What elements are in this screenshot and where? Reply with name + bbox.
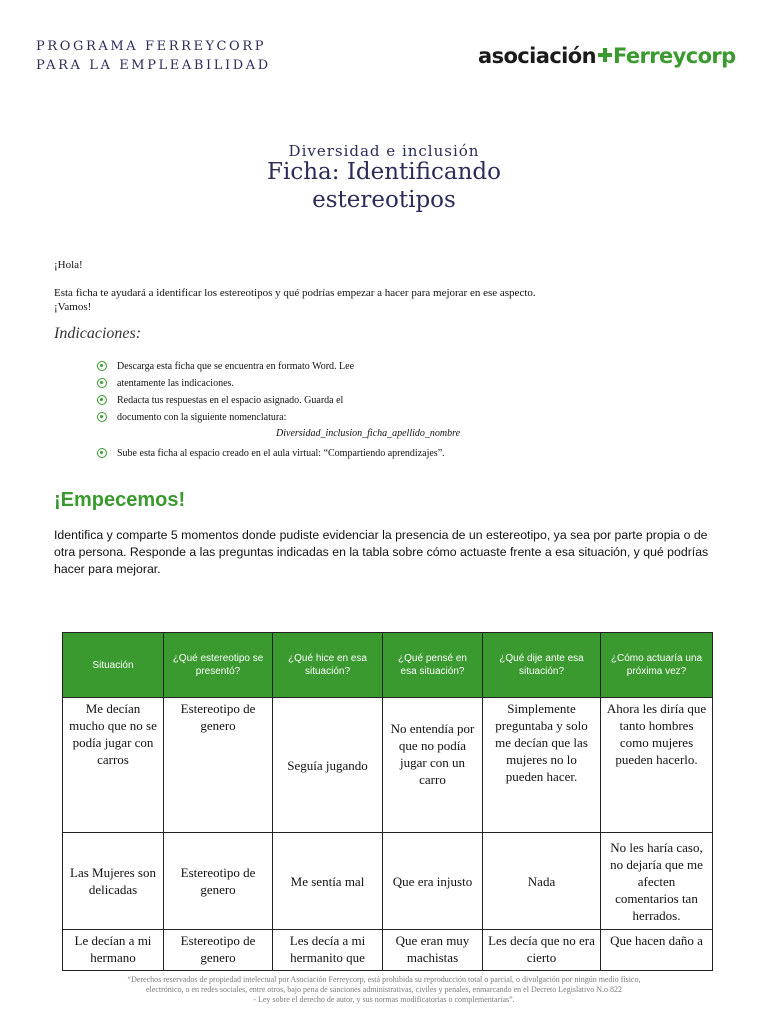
column-header: ¿Cómo actuaría una próxima vez? [601, 633, 713, 698]
section-heading: ¡Empecemos! [54, 489, 186, 511]
table-cell[interactable]: Estereotipo de genero [164, 833, 273, 930]
program-header [36, 37, 271, 75]
section-intro: Identifica y comparte 5 momentos donde pudiste evidenciar la presencia de un estereotipo, ya sea por parte propia o de otra persona. Responde a las preguntas indicadas en la tabla sobre cómo actuaste frente a esa situación, y qué podrías hacer para mejorar. [54, 528, 709, 576]
table-row [63, 833, 713, 930]
column-header: ¿Qué dije ante esa situación? [483, 633, 601, 698]
table-cell[interactable]: Que hacen daño a [601, 930, 713, 971]
table-cell[interactable]: Me sentía mal [273, 833, 383, 930]
table-cell[interactable]: Ahora les diría que tanto hombres como mujeres pueden hacerlo. [601, 698, 713, 833]
table-cell[interactable]: Las Mujeres son delicadas [63, 833, 164, 930]
table-cell[interactable]: Simplemente preguntaba y solo me decían que las mujeres no lo pueden hacer. [483, 698, 601, 833]
table-cell[interactable]: Que era injusto [383, 833, 483, 930]
column-header: ¿Qué hice en esa situación? [273, 633, 383, 698]
table-cell[interactable]: Le decían a mi hermano [63, 930, 164, 971]
bullet-icon [97, 395, 107, 405]
logo-cross-icon [598, 48, 612, 62]
bullet-text: Descarga esta ficha que se encuentra en formato Word. Lee [117, 361, 355, 372]
table-cell[interactable]: Me decían mucho que no se podía jugar con carros [63, 698, 164, 833]
bullet-item [97, 358, 354, 375]
program-line-1: PROGRAMA FERREYCORP [36, 39, 267, 54]
table-row [63, 698, 713, 833]
table-cell[interactable]: Estereotipo de genero [164, 930, 273, 971]
intro-line-2: ¡Vamos! [54, 301, 92, 313]
footer-line-2: electrónico, o en redes sociales, entre otros, bajo pena de sanciones administrativas, civiles y penales, enmarcando en el Decreto Legislativo N.o 822 [145, 985, 623, 994]
stereotypes-table [62, 632, 713, 971]
footer-line-3: - Ley sobre el derecho de autor, y sus normas modificatorias o complementarias”. [253, 995, 515, 1004]
bullet-item [97, 445, 445, 462]
file-naming-convention: Diversidad_inclusion_ficha_apellido_nombre [276, 428, 461, 439]
table-cell[interactable]: Les decía que no era cierto [483, 930, 601, 971]
title-line-2: estereotipos [312, 187, 456, 213]
table-cell[interactable]: Les decía a mi hermanito que [273, 930, 383, 971]
bullet-icon [97, 378, 107, 388]
bullet-text: Redacta tus respuestas en el espacio asignado. Guarda el [117, 395, 344, 406]
table-row [63, 930, 713, 971]
column-header: Situación [63, 633, 164, 698]
table-cell[interactable]: Seguía jugando [273, 698, 383, 833]
column-header: ¿Qué estereotipo se presentó? [164, 633, 273, 698]
association-logo [478, 44, 736, 68]
column-header: ¿Qué pensé en esa situación? [383, 633, 483, 698]
table-header-row [63, 633, 713, 698]
logo-text-asociacion: asociación [478, 44, 596, 68]
document-subtitle: Diversidad e inclusión [288, 142, 480, 160]
bullet-text: documento con la siguiente nomenclatura: [117, 412, 287, 423]
greeting: ¡Hola! [54, 259, 83, 271]
program-line-2: PARA LA EMPLEABILIDAD [36, 58, 271, 73]
title-line-1: Ficha: Identificando [267, 159, 501, 185]
table-cell[interactable]: Que eran muy machistas [383, 930, 483, 971]
bullet-icon [97, 361, 107, 371]
logo-text-ferreycorp: Ferreycorp [612, 44, 736, 68]
copyright-footer [40, 975, 728, 1005]
table-cell[interactable]: Nada [483, 833, 601, 930]
table-cell[interactable]: Estereotipo de genero [164, 698, 273, 833]
table-cell[interactable]: No les haría caso, no dejaría que me afecten comentarios tan herrados. [601, 833, 713, 930]
bullet-item [97, 375, 234, 392]
bullet-icon [97, 412, 107, 422]
footer-line-1: “Derechos reservados de propiedad intelectual por Asociación Ferreycorp, está prohibida su reproducción total o parcial, o divulgación por ningún medio físico, [127, 975, 641, 984]
bullet-icon [97, 448, 107, 458]
indications-heading: Indicaciones: [54, 325, 142, 342]
intro-line-1: Esta ficha te ayudará a identificar los estereotipos y qué podrías empezar a hacer para mejorar en ese aspecto. [54, 287, 536, 299]
table-cell[interactable]: No entendía por que no podía jugar con un carro [383, 698, 483, 833]
bullet-text: Sube esta ficha al espacio creado en el aula virtual: “Compartiendo aprendizajes”. [117, 448, 445, 459]
document-title [0, 158, 768, 214]
bullet-text: atentamente las indicaciones. [117, 378, 234, 389]
bullet-item [97, 392, 343, 409]
bullet-item [97, 409, 286, 426]
